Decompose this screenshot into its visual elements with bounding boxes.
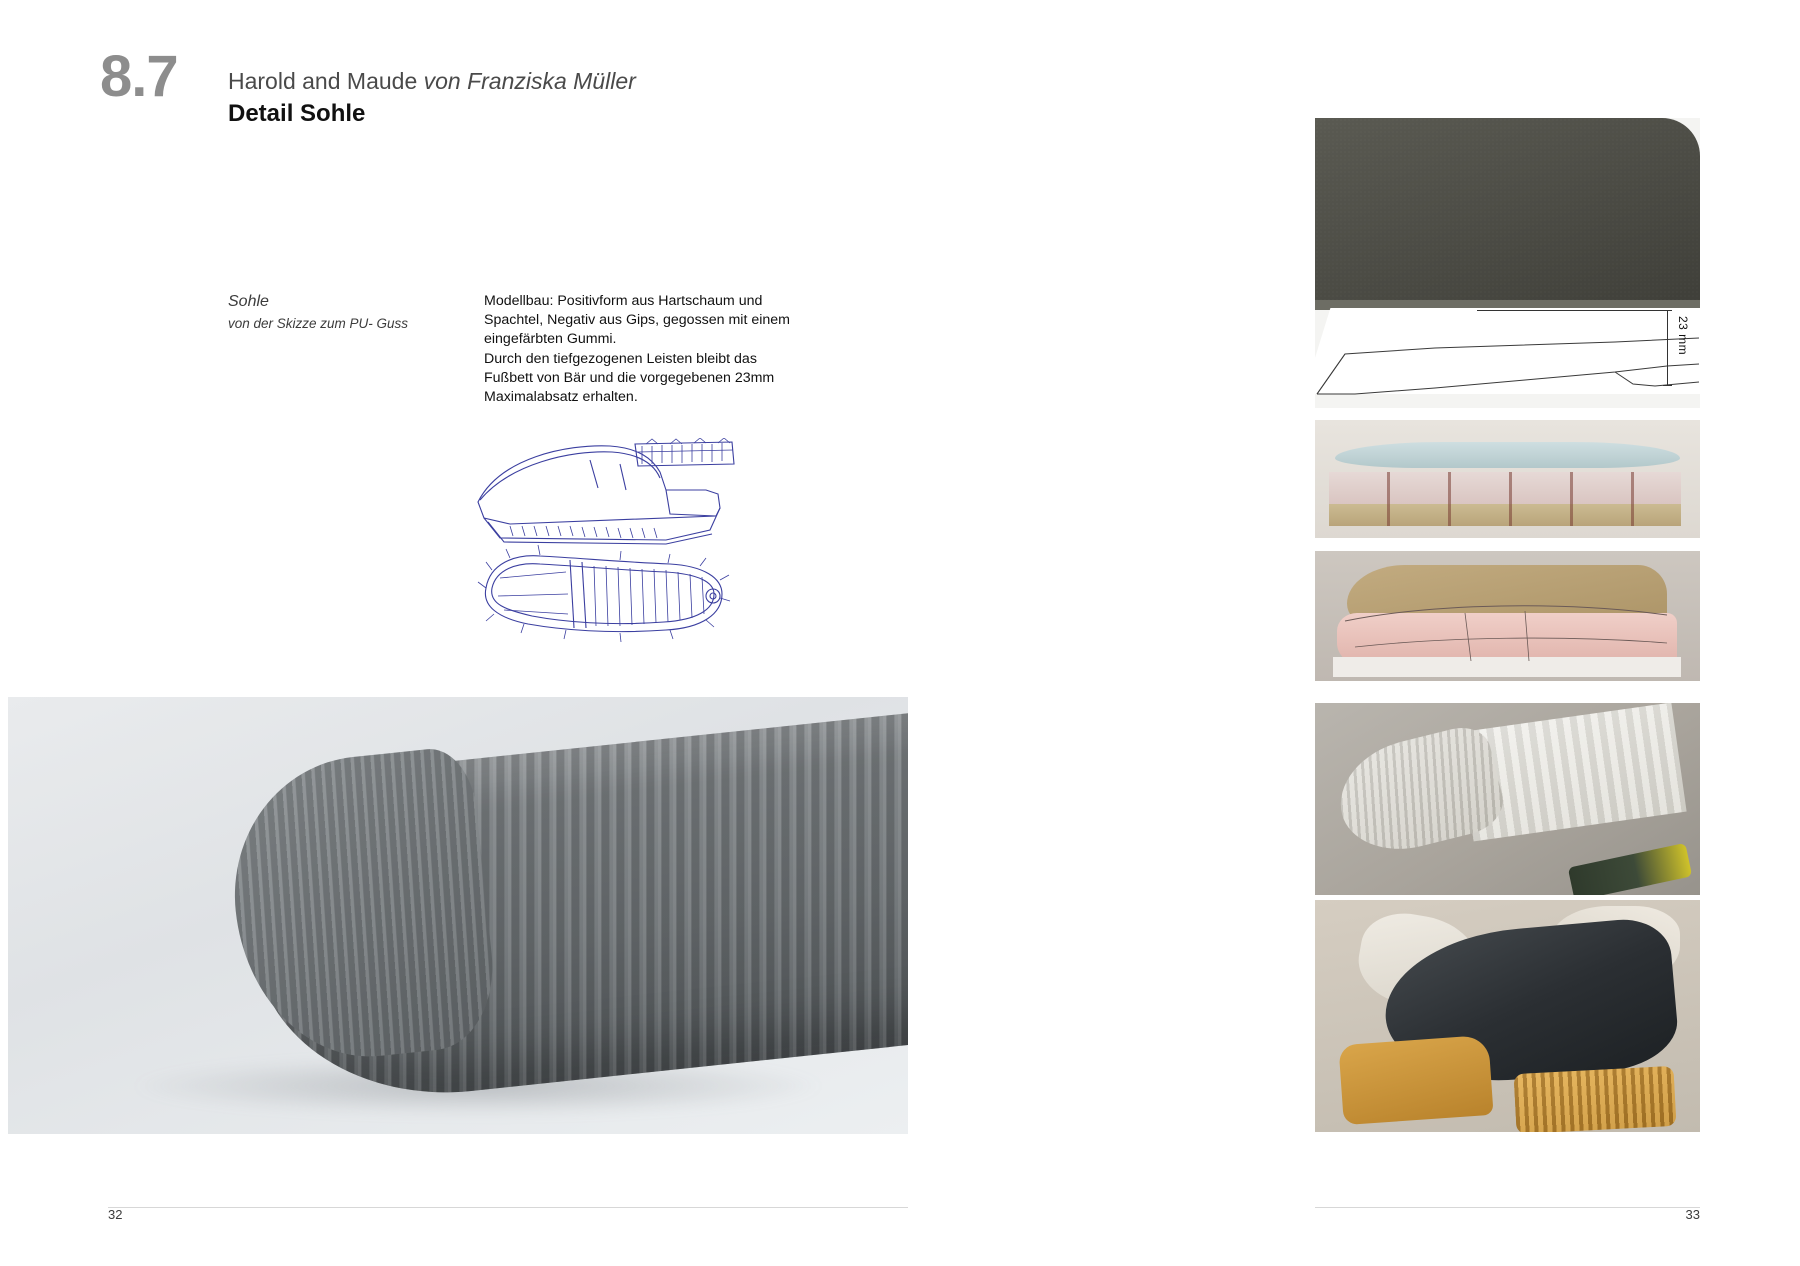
heel-contour-lines (1315, 308, 1700, 396)
page-number-right: 33 (1685, 1207, 1700, 1222)
dimension-arrow (1667, 310, 1668, 386)
body-paragraph-2: Durch den tiefgezogenen Leisten bleibt das Fußbett von Bär und die vorgegebenen 23mm Maximalabsatz erhalten. (484, 351, 775, 405)
boot-heel-drawing-photo (1315, 118, 1700, 408)
workbench-last-photo (1315, 703, 1700, 895)
body-paragraph-1: Modellbau: Positivform aus Hartschaum und Spachtel, Negativ aus Gips, gegossen mit einem eingefärbten Gummi. (484, 293, 790, 347)
strip-resin-layer (1335, 442, 1680, 468)
amber-ribbed-texture (1514, 1066, 1677, 1132)
foam-guide-lines (1315, 551, 1700, 681)
project-title: Harold and Maude (228, 68, 424, 94)
footer-rule-left (108, 1207, 908, 1208)
material-strip-photo (1315, 420, 1700, 538)
page-title (228, 68, 636, 95)
foam-positive-photo (1315, 551, 1700, 681)
body-text-block (484, 292, 796, 407)
chapter-number: 8.7 (100, 44, 178, 109)
figure-caption-subtitle: von der Skizze zum PU- Guss (228, 316, 409, 331)
plaster-mold-photo (1315, 900, 1700, 1132)
sole-sketch (470, 438, 780, 653)
dimension-leader-line (1477, 310, 1669, 311)
dimension-label: 23 mm (1676, 316, 1690, 356)
figure-caption-title: Sohle (228, 293, 269, 310)
sole-toe-tread (221, 745, 501, 1069)
sole-toe (221, 745, 501, 1069)
sole-underside-photo (8, 697, 908, 1134)
amber-mold-block (1338, 1035, 1493, 1125)
footer-rule-right (1315, 1207, 1700, 1208)
section-title: Detail Sohle (228, 100, 366, 127)
boot-upper (1315, 118, 1700, 304)
leather-grain-texture (1315, 118, 1700, 304)
page-number-left: 32 (108, 1207, 123, 1222)
project-author: von Franziska Müller (423, 68, 636, 94)
strip-pencil-marks (1329, 472, 1681, 526)
